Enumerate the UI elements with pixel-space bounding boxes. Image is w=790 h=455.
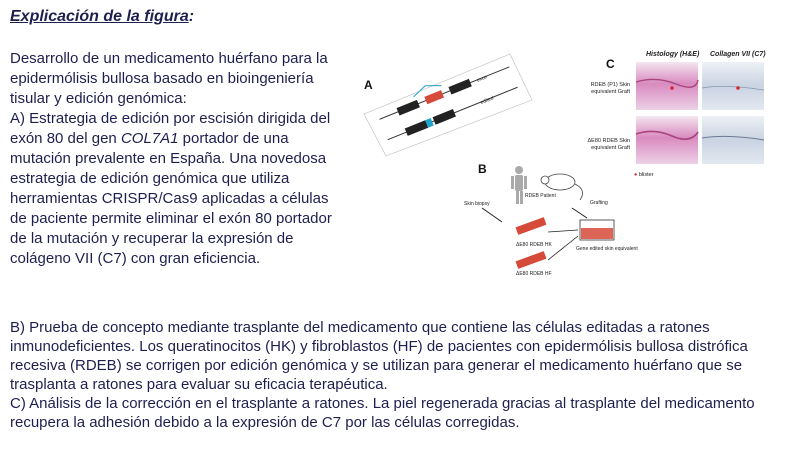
- hf-label: ΔE80 RDEB HF: [516, 271, 552, 277]
- section-b-paragraph: B) Prueba de concepto mediante trasplante del medicamento que contiene las células editadas a ratones inmunodeficientes. Los queratinocitos (HK) y fibroblastos (HF) de pacientes con epidermólisis bullosa distrófica recesiva (RDEB) se corrigen por edición genómica y se utilizan para generar el medicamento huérfano que se trasplanta a ratones para evaluar su eficacia terapéutica.: [10, 319, 748, 393]
- panel-b-diagram: [462, 160, 638, 278]
- section-c-paragraph: C) Análisis de la corrección en el trasplante a ratones. La piel regenerada gracias al trasplante del medicamento recupera la adhesión debido a la expresión de C7 por las células corregidas.: [10, 395, 755, 431]
- row2-label: ΔE80 RDEB Skin equivalent Graft: [587, 138, 630, 151]
- hf-dish-icon: [516, 251, 547, 269]
- panel-c-label: C: [606, 57, 615, 71]
- intro-paragraph: Desarrollo de un medicamento huérfano para la epidermólisis bullosa basado en bioingeniería tisular y edición genómica:: [10, 50, 328, 107]
- hk-dish-icon: [516, 217, 547, 235]
- c7-image-row2: [702, 116, 764, 164]
- gene-edited-label: Gene edited skin equivalent: [576, 246, 638, 252]
- section-a-paragraph: A) Estrategia de edición por escisión dirigida del exón 80 del gen COL7A1 portador de una mutación prevalente en España. Una novedosa estrategia de edición genómica que utiliza herramientas CRISPR/Cas9 aplicadas a células de paciente permite eliminar el exón 80 portador de la mutación y recuperar la expresión de colágeno VII (C7) con gran eficiencia.: [10, 110, 332, 267]
- skin-biopsy-label: Skin biopsy: [464, 201, 490, 207]
- bottom-text-block: [10, 318, 780, 432]
- he-image-row2: [636, 116, 698, 164]
- patient-label: RDEB Patient: [525, 193, 556, 199]
- collagen-header: Collagen VII (C7): [710, 51, 766, 58]
- row1-label: RDEB (P1) Skin equivalent Graft: [590, 82, 630, 95]
- panel-a-label: A: [364, 78, 373, 92]
- skin-equivalent-icon: [580, 220, 614, 240]
- grafting-label: Grafting: [590, 200, 608, 206]
- svg-text:edited: edited: [479, 95, 495, 106]
- c7-image-row1: [702, 62, 764, 110]
- blister-legend: ● blister: [634, 172, 654, 178]
- blister-marker-c7: [736, 86, 740, 90]
- blister-marker-he: [670, 86, 674, 90]
- blister-legend-icon: ●: [634, 172, 638, 178]
- figure-explanation-title: Explicación de la figura:: [10, 8, 195, 25]
- svg-text:exon: exon: [476, 74, 489, 84]
- gene-name: COL7A1: [120, 130, 179, 147]
- left-text-block: [10, 49, 345, 269]
- panel-b-label: B: [478, 162, 487, 176]
- panel-a-diagram: [360, 52, 535, 157]
- histology-header: Histology (H&E): [646, 51, 700, 58]
- hk-label: ΔE80 RDEB HK: [516, 242, 552, 248]
- panel-c-images: [636, 62, 766, 166]
- he-image-row1: [636, 62, 698, 110]
